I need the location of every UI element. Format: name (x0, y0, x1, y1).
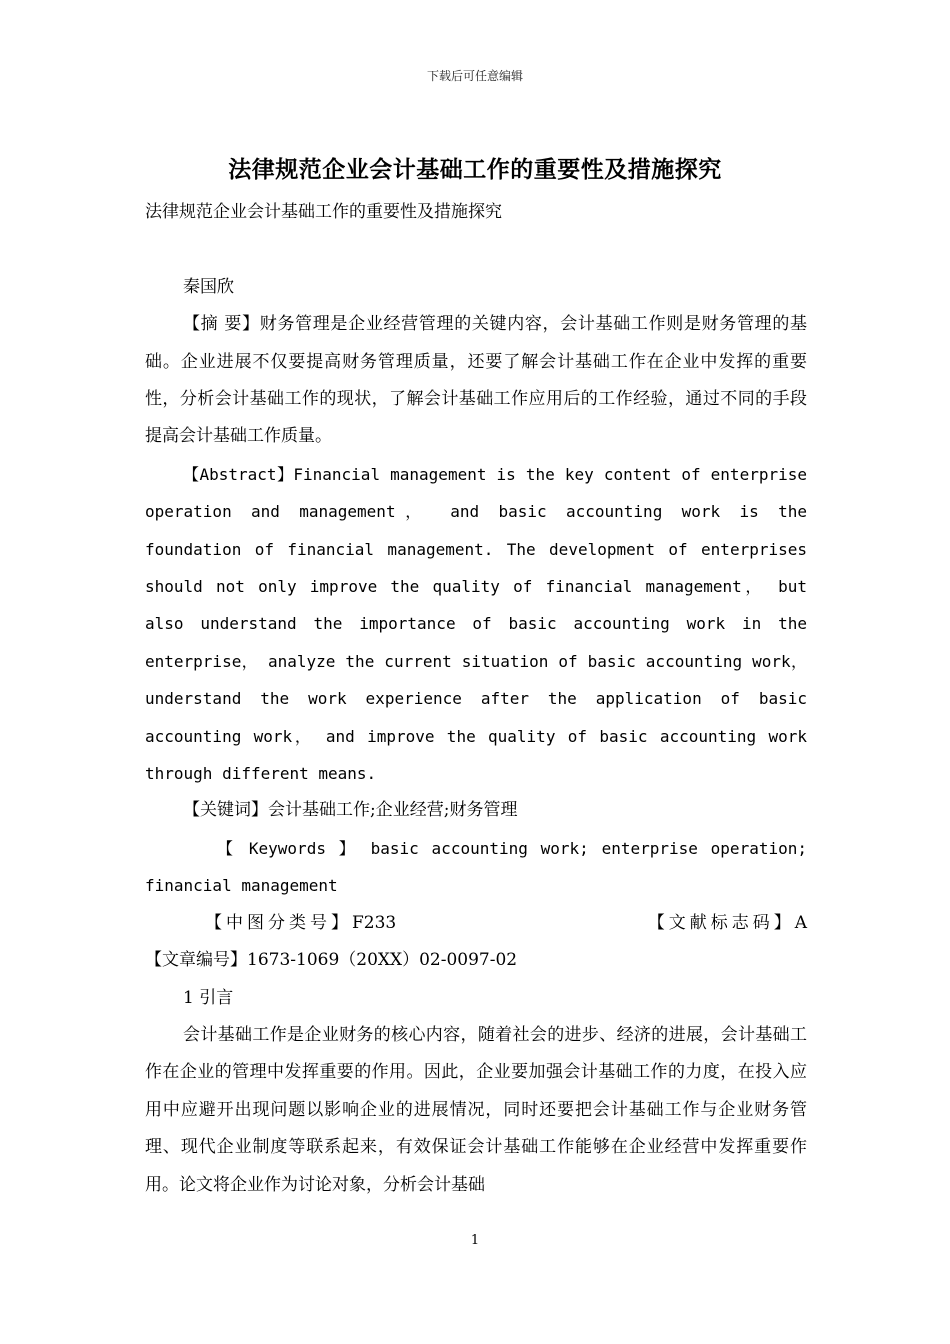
classification-group (205, 905, 396, 942)
doc-code-label: 【文献标志码】 (647, 912, 795, 933)
article-number: 【文章编号】1673-1069（20XX）02-0097-02 (145, 950, 518, 971)
section-heading: 1 引言 (183, 987, 234, 1008)
classification-value: F233 (352, 912, 397, 933)
document-subtitle: 法律规范企业会计基础工作的重要性及措施探究 (145, 202, 502, 222)
page-number: 1 (470, 1233, 480, 1248)
doc-code-group (648, 905, 807, 942)
intro-paragraph: 会计基础工作是企业财务的核心内容，随着社会的进步、经济的进展，会计基础工作在企业的管理中发挥重要的作用。因此，企业要加强会计基础工作的力度，在投入应用中应避开出现问题以影响企业的进展情况，同时还要把会计基础工作与企业财务管理、现代企业制度等联系起来，有效保证会计基础工作能够在企业经营中发挥重要作用。论文将企业作为讨论对象，分析会计基础 (145, 1024, 807, 1195)
author-name: 秦国欣 (183, 276, 234, 297)
header-note: 下载后可任意编辑 (426, 69, 523, 83)
blank-line (145, 231, 807, 268)
keywords-chinese: 【关键词】会计基础工作;企业经营;财务管理 (183, 800, 518, 821)
doc-code-value: A (794, 912, 807, 933)
document-body (145, 194, 807, 1204)
classification-line (145, 905, 807, 942)
keywords-english: 【 Keywords 】 basic accounting work; enterprise operation; financial management (145, 838, 807, 896)
document-title: 法律规范企业会计基础工作的重要性及措施探究 (228, 156, 722, 183)
abstract-chinese: 【摘 要】财务管理是企业经营管理的关键内容，会计基础工作则是财务管理的基础。企业进展不仅要提高财务管理质量，还要了解会计基础工作在企业中发挥的重要性，分析会计基础工作的现状，了解会计基础工作应用后的工作经验，通过不同的手段提高会计基础工作质量。 (145, 314, 807, 447)
classification-label: 【中图分类号】 (205, 912, 352, 933)
abstract-english: 【Abstract】Financial management is the key content of enterprise operation and management， and basic accounting work is the foundation of financial management. The development of enterprises should not only improve the quality of financial management， but also understand the importance of basic accounting work in the enterprise， analyze the current situation of basic accounting work， understand the work experience after the application of basic accounting work， and improve the quality of basic accounting work through different means. (145, 464, 808, 784)
